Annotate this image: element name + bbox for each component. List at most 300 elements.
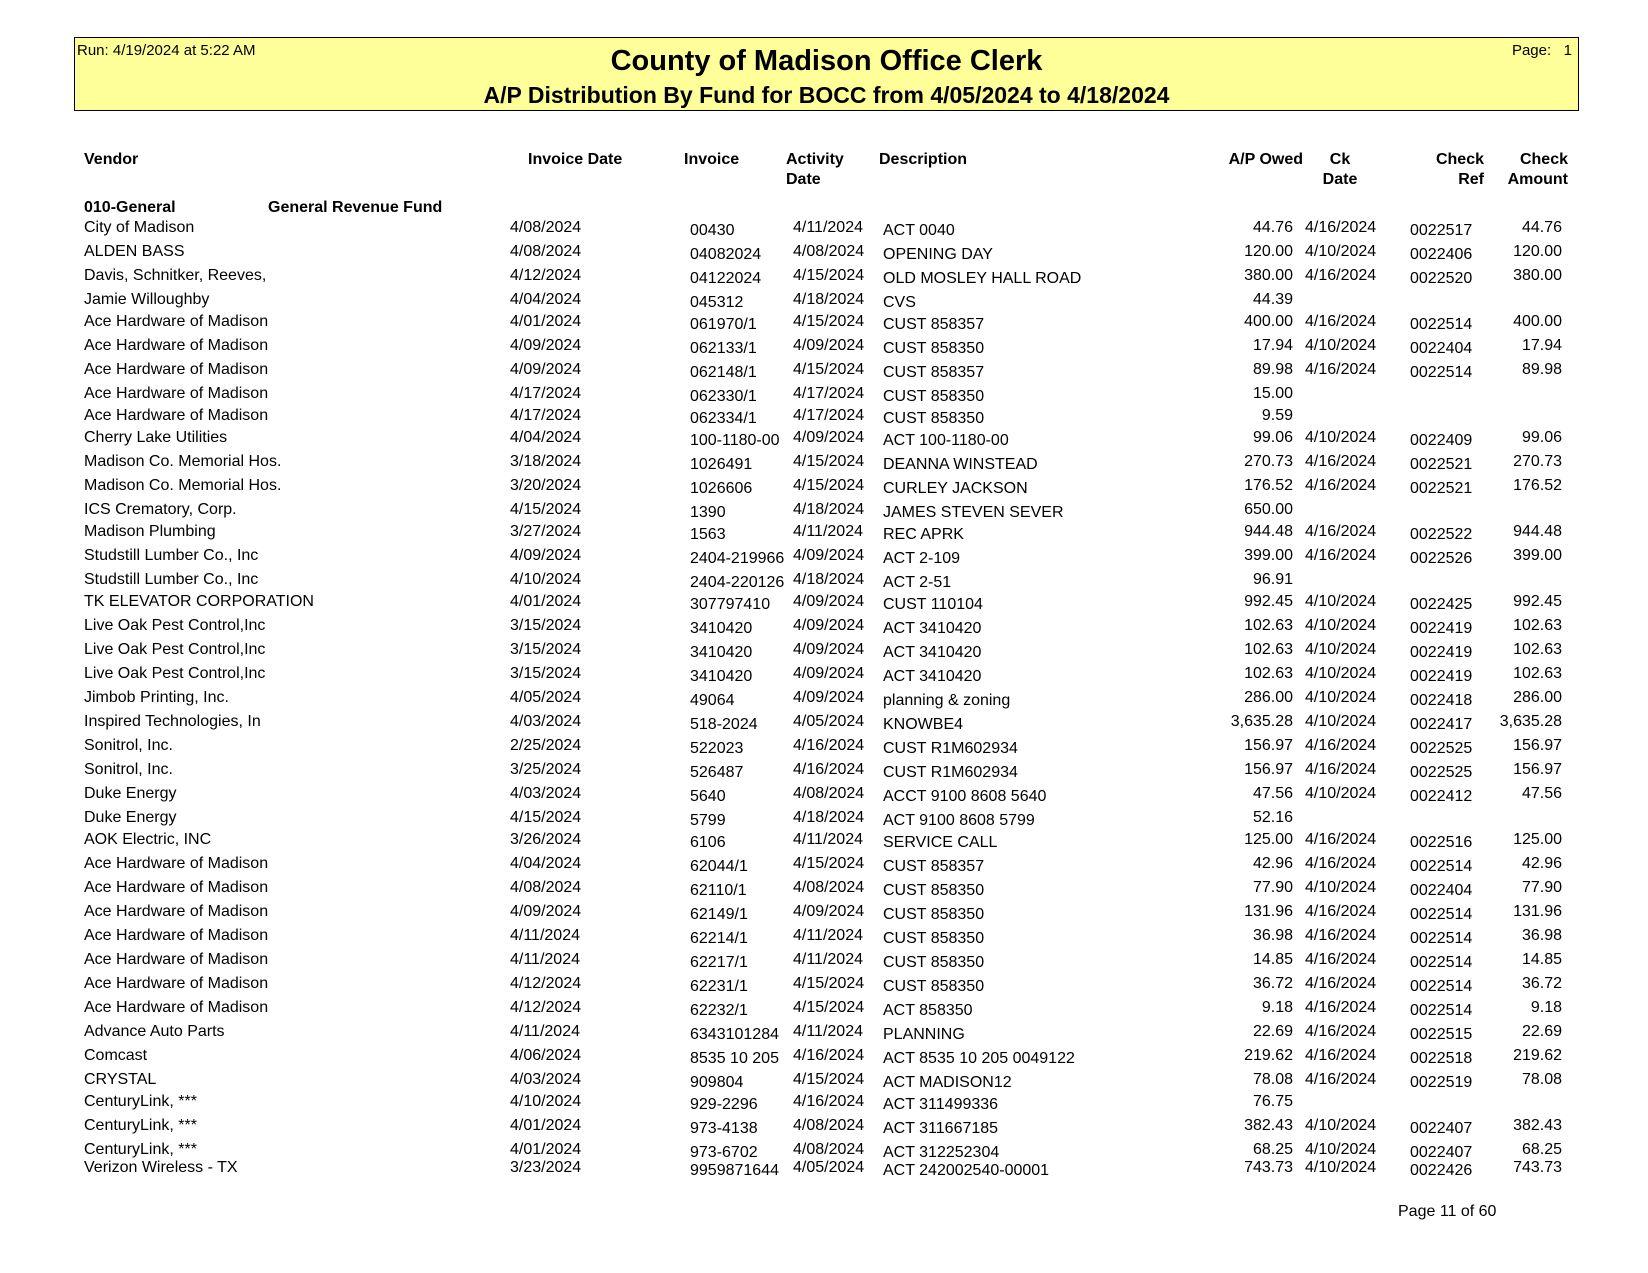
cell-invoice: 9959871644: [690, 1162, 779, 1179]
cell-invoice: 62044/1: [690, 858, 748, 875]
cell-check-amount: 120.00: [1513, 243, 1562, 260]
cell-vendor: CenturyLink, ***: [84, 1093, 197, 1110]
cell-activity-date: 4/08/2024: [793, 785, 865, 802]
cell-ck-date: 4/10/2024: [1305, 1159, 1377, 1176]
cell-description: CUST 858350: [883, 882, 985, 899]
cell-description: CUST 858350: [883, 340, 985, 357]
cell-invoice-date: 4/12/2024: [510, 975, 582, 992]
cell-vendor: Sonitrol, Inc.: [84, 761, 173, 778]
cell-activity-date: 4/09/2024: [793, 665, 865, 682]
cell-invoice-date: 4/08/2024: [510, 219, 582, 236]
cell-invoice-date: 4/01/2024: [510, 593, 582, 610]
cell-check-amount: 68.25: [1521, 1141, 1562, 1158]
cell-activity-date: 4/15/2024: [793, 999, 865, 1016]
cell-vendor: Madison Co. Memorial Hos.: [84, 477, 282, 494]
cell-activity-date: 4/11/2024: [793, 1023, 863, 1040]
cell-ck-date: 4/10/2024: [1305, 713, 1377, 730]
header-check-amount-line2: Amount: [1507, 171, 1568, 188]
cell-activity-date: 4/08/2024: [793, 243, 865, 260]
cell-ck-date: 4/16/2024: [1305, 313, 1377, 330]
cell-ap-owed: 89.98: [1252, 361, 1293, 378]
cell-ck-date: 4/16/2024: [1305, 267, 1377, 284]
cell-invoice: 62217/1: [690, 954, 748, 971]
header-check-ref-line2: Ref: [1458, 171, 1484, 188]
cell-vendor: Comcast: [84, 1047, 148, 1064]
cell-ck-date: 4/16/2024: [1305, 831, 1377, 848]
cell-activity-date: 4/08/2024: [793, 1141, 865, 1158]
cell-check-amount: 78.08: [1521, 1071, 1562, 1088]
header-check-amount: [1490, 150, 1568, 190]
cell-vendor: Davis, Schnitker, Reeves,: [84, 267, 267, 284]
cell-vendor: ICS Crematory, Corp.: [84, 501, 237, 518]
cell-description: DEANNA WINSTEAD: [883, 456, 1038, 473]
cell-check-amount: 944.48: [1513, 523, 1562, 540]
cell-description: CUST 858350: [883, 906, 985, 923]
cell-ck-date: 4/16/2024: [1305, 951, 1377, 968]
cell-activity-date: 4/18/2024: [793, 501, 865, 518]
cell-ck-date: 4/10/2024: [1305, 665, 1377, 682]
cell-check-amount: 380.00: [1513, 267, 1562, 284]
header-ck-date: [1318, 150, 1362, 190]
cell-description: ACT 3410420: [883, 668, 982, 685]
cell-description: ACT 3410420: [883, 644, 982, 661]
cell-invoice-date: 4/03/2024: [510, 713, 582, 730]
cell-invoice: 6106: [690, 834, 726, 851]
cell-vendor: Ace Hardware of Madison: [84, 337, 269, 354]
cell-check-amount: 992.45: [1513, 593, 1562, 610]
cell-invoice: 062334/1: [690, 410, 757, 427]
page-number: 1: [1563, 42, 1572, 59]
cell-invoice: 1390: [690, 504, 726, 521]
cell-invoice: 526487: [690, 764, 744, 781]
cell-invoice-date: 4/11/2024: [510, 1023, 580, 1040]
cell-invoice: 2404-219966: [690, 550, 785, 567]
cell-description: ACT 9100 8608 5799: [883, 812, 1035, 829]
cell-ap-owed: 68.25: [1252, 1141, 1293, 1158]
cell-invoice: 307797410: [690, 596, 771, 613]
header-activity-date-line1: Activity: [786, 151, 844, 168]
cell-activity-date: 4/15/2024: [793, 477, 865, 494]
cell-check-ref: 0022404: [1410, 882, 1473, 899]
cell-check-ref: 0022520: [1410, 270, 1473, 287]
run-timestamp: Run: 4/19/2024 at 5:22 AM: [77, 42, 256, 59]
cell-check-ref: 0022514: [1410, 930, 1473, 947]
cell-check-ref: 0022406: [1410, 246, 1473, 263]
cell-invoice: 8535 10 205: [690, 1050, 779, 1067]
cell-check-ref: 0022425: [1410, 596, 1473, 613]
cell-check-ref: 0022521: [1410, 456, 1473, 473]
cell-activity-date: 4/16/2024: [793, 737, 865, 754]
cell-invoice-date: 3/25/2024: [510, 761, 582, 778]
cell-ck-date: 4/10/2024: [1305, 617, 1377, 634]
cell-invoice: 49064: [690, 692, 735, 709]
cell-description: CUST 858350: [883, 388, 985, 405]
cell-description: ACT 3410420: [883, 620, 982, 637]
cell-check-amount: 156.97: [1513, 761, 1562, 778]
cell-description: CUST R1M602934: [883, 740, 1018, 757]
cell-invoice-date: 4/08/2024: [510, 243, 582, 260]
cell-invoice: 909804: [690, 1074, 744, 1091]
cell-ap-owed: 17.94: [1252, 337, 1293, 354]
cell-check-amount: 3,635.28: [1499, 713, 1562, 730]
cell-check-amount: 286.00: [1513, 689, 1562, 706]
cell-check-amount: 176.52: [1513, 477, 1562, 494]
cell-description: PLANNING: [883, 1026, 965, 1043]
cell-check-amount: 77.90: [1521, 879, 1562, 896]
cell-invoice-date: 4/04/2024: [510, 291, 582, 308]
cell-vendor: Sonitrol, Inc.: [84, 737, 173, 754]
cell-invoice-date: 4/11/2024: [510, 927, 580, 944]
cell-invoice-date: 4/10/2024: [510, 1093, 582, 1110]
cell-ck-date: 4/10/2024: [1305, 1117, 1377, 1134]
cell-invoice: 6343101284: [690, 1026, 779, 1043]
cell-activity-date: 4/18/2024: [793, 809, 865, 826]
cell-description: CUST 858357: [883, 364, 985, 381]
cell-check-amount: 156.97: [1513, 737, 1562, 754]
cell-check-ref: 0022514: [1410, 316, 1473, 333]
cell-ap-owed: 102.63: [1244, 641, 1293, 658]
cell-vendor: Ace Hardware of Madison: [84, 361, 269, 378]
cell-ap-owed: 380.00: [1244, 267, 1293, 284]
cell-invoice-date: 3/27/2024: [510, 523, 582, 540]
cell-ap-owed: 36.98: [1252, 927, 1293, 944]
cell-invoice-date: 4/10/2024: [510, 571, 582, 588]
cell-ck-date: 4/16/2024: [1305, 999, 1377, 1016]
cell-check-amount: 270.73: [1513, 453, 1562, 470]
cell-description: ACT 2-109: [883, 550, 961, 567]
cell-description: ACT 8535 10 205 0049122: [883, 1050, 1075, 1067]
cell-check-amount: 36.98: [1521, 927, 1562, 944]
cell-check-ref: 0022516: [1410, 834, 1473, 851]
cell-ap-owed: 9.59: [1261, 407, 1293, 424]
cell-ck-date: 4/16/2024: [1305, 737, 1377, 754]
cell-ck-date: 4/16/2024: [1305, 453, 1377, 470]
cell-invoice-date: 4/17/2024: [510, 407, 582, 424]
cell-activity-date: 4/15/2024: [793, 361, 865, 378]
cell-activity-date: 4/15/2024: [793, 267, 865, 284]
cell-description: ACT 100-1180-00: [883, 432, 1009, 449]
report-subtitle: A/P Distribution By Fund for BOCC from 4/05/2024 to 4/18/2024: [483, 82, 1170, 108]
cell-activity-date: 4/11/2024: [793, 831, 863, 848]
cell-description: ACT 311667185: [883, 1120, 999, 1137]
cell-vendor: Duke Energy: [84, 809, 177, 826]
cell-vendor: ALDEN BASS: [84, 243, 185, 260]
cell-description: JAMES STEVEN SEVER: [883, 504, 1064, 521]
page-footer: Page 11 of 60: [1398, 1203, 1497, 1220]
cell-description: CUST 110104: [883, 596, 983, 613]
cell-check-ref: 0022522: [1410, 526, 1473, 543]
cell-check-amount: 9.18: [1530, 999, 1562, 1016]
cell-ap-owed: 400.00: [1244, 313, 1293, 330]
cell-ap-owed: 9.18: [1261, 999, 1293, 1016]
cell-check-amount: 399.00: [1513, 547, 1562, 564]
cell-activity-date: 4/09/2024: [793, 429, 865, 446]
cell-invoice-date: 4/09/2024: [510, 903, 582, 920]
cell-activity-date: 4/18/2024: [793, 291, 865, 308]
cell-vendor: Jimbob Printing, Inc.: [84, 689, 229, 706]
cell-activity-date: 4/09/2024: [793, 337, 865, 354]
cell-check-ref: 0022525: [1410, 764, 1473, 781]
cell-invoice: 045312: [690, 294, 744, 311]
cell-activity-date: 4/15/2024: [793, 313, 865, 330]
cell-check-amount: 102.63: [1513, 617, 1562, 634]
header-ck-date-line2: Date: [1322, 171, 1358, 188]
cell-invoice-date: 4/12/2024: [510, 999, 582, 1016]
cell-activity-date: 4/15/2024: [793, 1071, 865, 1088]
cell-check-amount: 400.00: [1513, 313, 1562, 330]
header-activity-date-line2: Date: [786, 171, 821, 188]
cell-ck-date: 4/10/2024: [1305, 243, 1377, 260]
cell-activity-date: 4/15/2024: [793, 855, 865, 872]
cell-invoice-date: 2/25/2024: [510, 737, 582, 754]
cell-vendor: Ace Hardware of Madison: [84, 999, 269, 1016]
cell-check-amount: 102.63: [1513, 641, 1562, 658]
cell-check-amount: 99.06: [1521, 429, 1562, 446]
cell-description: KNOWBE4: [883, 716, 964, 733]
cell-invoice: 00430: [690, 222, 735, 239]
cell-description: CUST R1M602934: [883, 764, 1018, 781]
cell-ap-owed: 36.72: [1252, 975, 1293, 992]
cell-ap-owed: 47.56: [1252, 785, 1293, 802]
cell-invoice-date: 4/01/2024: [510, 313, 582, 330]
cell-invoice: 1026606: [690, 480, 753, 497]
cell-ap-owed: 52.16: [1252, 809, 1293, 826]
cell-activity-date: 4/17/2024: [793, 385, 865, 402]
cell-description: ACT MADISON12: [883, 1074, 1012, 1091]
cell-description: ACT 0040: [883, 222, 955, 239]
header-invoice-date: Invoice Date: [528, 151, 623, 168]
cell-vendor: Duke Energy: [84, 785, 177, 802]
cell-ap-owed: 14.85: [1252, 951, 1293, 968]
cell-check-amount: 44.76: [1521, 219, 1562, 236]
cell-description: ACT 311499336: [883, 1096, 999, 1113]
cell-check-ref: 0022525: [1410, 740, 1473, 757]
cell-invoice-date: 3/15/2024: [510, 617, 582, 634]
cell-invoice: 04122024: [690, 270, 762, 287]
cell-invoice-date: 3/26/2024: [510, 831, 582, 848]
cell-vendor: Studstill Lumber Co., Inc: [84, 571, 259, 588]
cell-activity-date: 4/18/2024: [793, 571, 865, 588]
cell-activity-date: 4/15/2024: [793, 453, 865, 470]
cell-invoice: 973-4138: [690, 1120, 758, 1137]
cell-check-amount: 42.96: [1521, 855, 1562, 872]
cell-activity-date: 4/11/2024: [793, 927, 863, 944]
cell-ap-owed: 382.43: [1244, 1117, 1293, 1134]
cell-activity-date: 4/16/2024: [793, 761, 865, 778]
cell-ck-date: 4/10/2024: [1305, 785, 1377, 802]
cell-check-amount: 743.73: [1513, 1159, 1562, 1176]
cell-activity-date: 4/16/2024: [793, 1093, 865, 1110]
cell-description: ACT 2-51: [883, 574, 952, 591]
cell-ap-owed: 286.00: [1244, 689, 1293, 706]
cell-description: CURLEY JACKSON: [883, 480, 1028, 497]
cell-ck-date: 4/16/2024: [1305, 219, 1377, 236]
cell-invoice: 2404-220126: [690, 574, 785, 591]
cell-invoice: 061970/1: [690, 316, 757, 333]
cell-description: OPENING DAY: [883, 246, 993, 263]
cell-check-amount: 17.94: [1521, 337, 1562, 354]
cell-ap-owed: 131.96: [1244, 903, 1293, 920]
cell-check-ref: 0022514: [1410, 1002, 1473, 1019]
cell-check-ref: 0022418: [1410, 692, 1473, 709]
cell-check-amount: 22.69: [1521, 1023, 1562, 1040]
cell-ck-date: 4/16/2024: [1305, 975, 1377, 992]
cell-check-ref: 0022521: [1410, 480, 1473, 497]
cell-ap-owed: 399.00: [1244, 547, 1293, 564]
cell-ck-date: 4/10/2024: [1305, 689, 1377, 706]
cell-vendor: Ace Hardware of Madison: [84, 879, 269, 896]
cell-description: planning & zoning: [883, 692, 1011, 709]
cell-vendor: Live Oak Pest Control,Inc: [84, 617, 266, 634]
cell-ap-owed: 992.45: [1244, 593, 1293, 610]
cell-ck-date: 4/16/2024: [1305, 855, 1377, 872]
cell-ap-owed: 22.69: [1252, 1023, 1293, 1040]
cell-invoice: 973-6702: [690, 1144, 758, 1161]
cell-vendor: TK ELEVATOR CORPORATION: [84, 593, 314, 610]
cell-ap-owed: 176.52: [1244, 477, 1293, 494]
cell-ap-owed: 156.97: [1244, 737, 1293, 754]
cell-check-amount: 125.00: [1513, 831, 1562, 848]
cell-vendor: Madison Plumbing: [84, 523, 216, 540]
cell-activity-date: 4/05/2024: [793, 713, 865, 730]
header-ap-owed: A/P Owed: [1228, 151, 1303, 168]
cell-vendor: Live Oak Pest Control,Inc: [84, 665, 266, 682]
cell-vendor: Ace Hardware of Madison: [84, 855, 269, 872]
cell-invoice: 3410420: [690, 644, 753, 661]
cell-check-ref: 0022526: [1410, 550, 1473, 567]
cell-activity-date: 4/11/2024: [793, 951, 863, 968]
header-description: Description: [879, 151, 968, 168]
cell-description: CUST 858357: [883, 858, 985, 875]
cell-description: CUST 858357: [883, 316, 985, 333]
fund-name: General Revenue Fund: [268, 199, 443, 216]
cell-invoice: 1563: [690, 526, 726, 543]
cell-ck-date: 4/16/2024: [1305, 523, 1377, 540]
cell-ck-date: 4/16/2024: [1305, 903, 1377, 920]
cell-vendor: Ace Hardware of Madison: [84, 951, 269, 968]
cell-check-ref: 0022419: [1410, 620, 1473, 637]
cell-description: OLD MOSLEY HALL ROAD: [883, 270, 1082, 287]
cell-invoice-date: 4/01/2024: [510, 1117, 582, 1134]
cell-ck-date: 4/10/2024: [1305, 429, 1377, 446]
cell-description: ACCT 9100 8608 5640: [883, 788, 1047, 805]
cell-activity-date: 4/09/2024: [793, 689, 865, 706]
cell-invoice: 62232/1: [690, 1002, 748, 1019]
cell-invoice-date: 4/03/2024: [510, 1071, 582, 1088]
cell-invoice: 62149/1: [690, 906, 748, 923]
cell-ck-date: 4/16/2024: [1305, 477, 1377, 494]
cell-ap-owed: 270.73: [1244, 453, 1293, 470]
cell-invoice-date: 4/12/2024: [510, 267, 582, 284]
cell-check-ref: 0022514: [1410, 364, 1473, 381]
cell-check-ref: 0022419: [1410, 668, 1473, 685]
cell-invoice: 5799: [690, 812, 726, 829]
cell-check-amount: 89.98: [1521, 361, 1562, 378]
cell-ck-date: 4/16/2024: [1305, 1047, 1377, 1064]
cell-description: ACT 312252304: [883, 1144, 1000, 1161]
cell-ap-owed: 743.73: [1244, 1159, 1293, 1176]
cell-check-amount: 131.96: [1513, 903, 1562, 920]
header-vendor: Vendor: [84, 151, 139, 168]
cell-activity-date: 4/09/2024: [793, 617, 865, 634]
cell-invoice: 522023: [690, 740, 744, 757]
cell-description: SERVICE CALL: [883, 834, 998, 851]
cell-description: CUST 858350: [883, 410, 985, 427]
cell-invoice: 1026491: [690, 456, 753, 473]
cell-vendor: Studstill Lumber Co., Inc: [84, 547, 259, 564]
cell-ck-date: 4/16/2024: [1305, 547, 1377, 564]
cell-ap-owed: 650.00: [1244, 501, 1293, 518]
cell-invoice: 062148/1: [690, 364, 757, 381]
cell-ck-date: 4/10/2024: [1305, 337, 1377, 354]
cell-ap-owed: 125.00: [1244, 831, 1293, 848]
page-label: Page:: [1511, 42, 1552, 59]
cell-ck-date: 4/16/2024: [1305, 927, 1377, 944]
cell-check-ref: 0022426: [1410, 1162, 1473, 1179]
cell-invoice-date: 4/17/2024: [510, 385, 582, 402]
cell-invoice: 062330/1: [690, 388, 757, 405]
cell-ck-date: 4/10/2024: [1305, 593, 1377, 610]
cell-ap-owed: 219.62: [1244, 1047, 1293, 1064]
cell-check-amount: 36.72: [1521, 975, 1562, 992]
cell-description: CVS: [883, 294, 916, 311]
cell-vendor: Cherry Lake Utilities: [84, 429, 228, 446]
cell-ck-date: 4/16/2024: [1305, 1071, 1377, 1088]
cell-description: REC APRK: [883, 526, 964, 543]
cell-activity-date: 4/15/2024: [793, 975, 865, 992]
cell-invoice-date: 4/09/2024: [510, 337, 582, 354]
cell-ck-date: 4/10/2024: [1305, 1141, 1377, 1158]
cell-activity-date: 4/08/2024: [793, 1117, 865, 1134]
cell-vendor: Advance Auto Parts: [84, 1023, 225, 1040]
cell-vendor: Ace Hardware of Madison: [84, 927, 269, 944]
cell-check-ref: 0022514: [1410, 978, 1473, 995]
cell-vendor: CenturyLink, ***: [84, 1117, 197, 1134]
header-check-amount-line1: Check: [1519, 151, 1568, 168]
cell-description: CUST 858350: [883, 930, 985, 947]
cell-invoice-date: 3/18/2024: [510, 453, 582, 470]
cell-activity-date: 4/09/2024: [793, 593, 865, 610]
cell-activity-date: 4/17/2024: [793, 407, 865, 424]
cell-description: ACT 858350: [883, 1002, 973, 1019]
cell-invoice: 3410420: [690, 620, 753, 637]
cell-check-ref: 0022518: [1410, 1050, 1473, 1067]
header-check-ref-line1: Check: [1435, 151, 1484, 168]
cell-vendor: Verizon Wireless - TX: [84, 1159, 238, 1176]
cell-ap-owed: 944.48: [1244, 523, 1293, 540]
cell-invoice-date: 4/11/2024: [510, 951, 580, 968]
cell-check-ref: 0022407: [1410, 1120, 1473, 1137]
cell-invoice-date: 4/01/2024: [510, 1141, 582, 1158]
cell-check-amount: 102.63: [1513, 665, 1562, 682]
cell-invoice: 62214/1: [690, 930, 748, 947]
cell-vendor: Ace Hardware of Madison: [84, 407, 269, 424]
cell-check-ref: 0022417: [1410, 716, 1473, 733]
header-check-ref: [1400, 150, 1484, 190]
cell-ap-owed: 78.08: [1252, 1071, 1293, 1088]
cell-ap-owed: 102.63: [1244, 665, 1293, 682]
cell-vendor: Ace Hardware of Madison: [84, 903, 269, 920]
cell-check-amount: 219.62: [1513, 1047, 1562, 1064]
cell-check-ref: 0022412: [1410, 788, 1473, 805]
cell-ap-owed: 76.75: [1252, 1093, 1293, 1110]
cell-activity-date: 4/16/2024: [793, 1047, 865, 1064]
cell-vendor: AOK Electric, INC: [84, 831, 212, 848]
cell-activity-date: 4/09/2024: [793, 903, 865, 920]
cell-vendor: Ace Hardware of Madison: [84, 975, 269, 992]
cell-activity-date: 4/05/2024: [793, 1159, 865, 1176]
cell-check-amount: 47.56: [1521, 785, 1562, 802]
